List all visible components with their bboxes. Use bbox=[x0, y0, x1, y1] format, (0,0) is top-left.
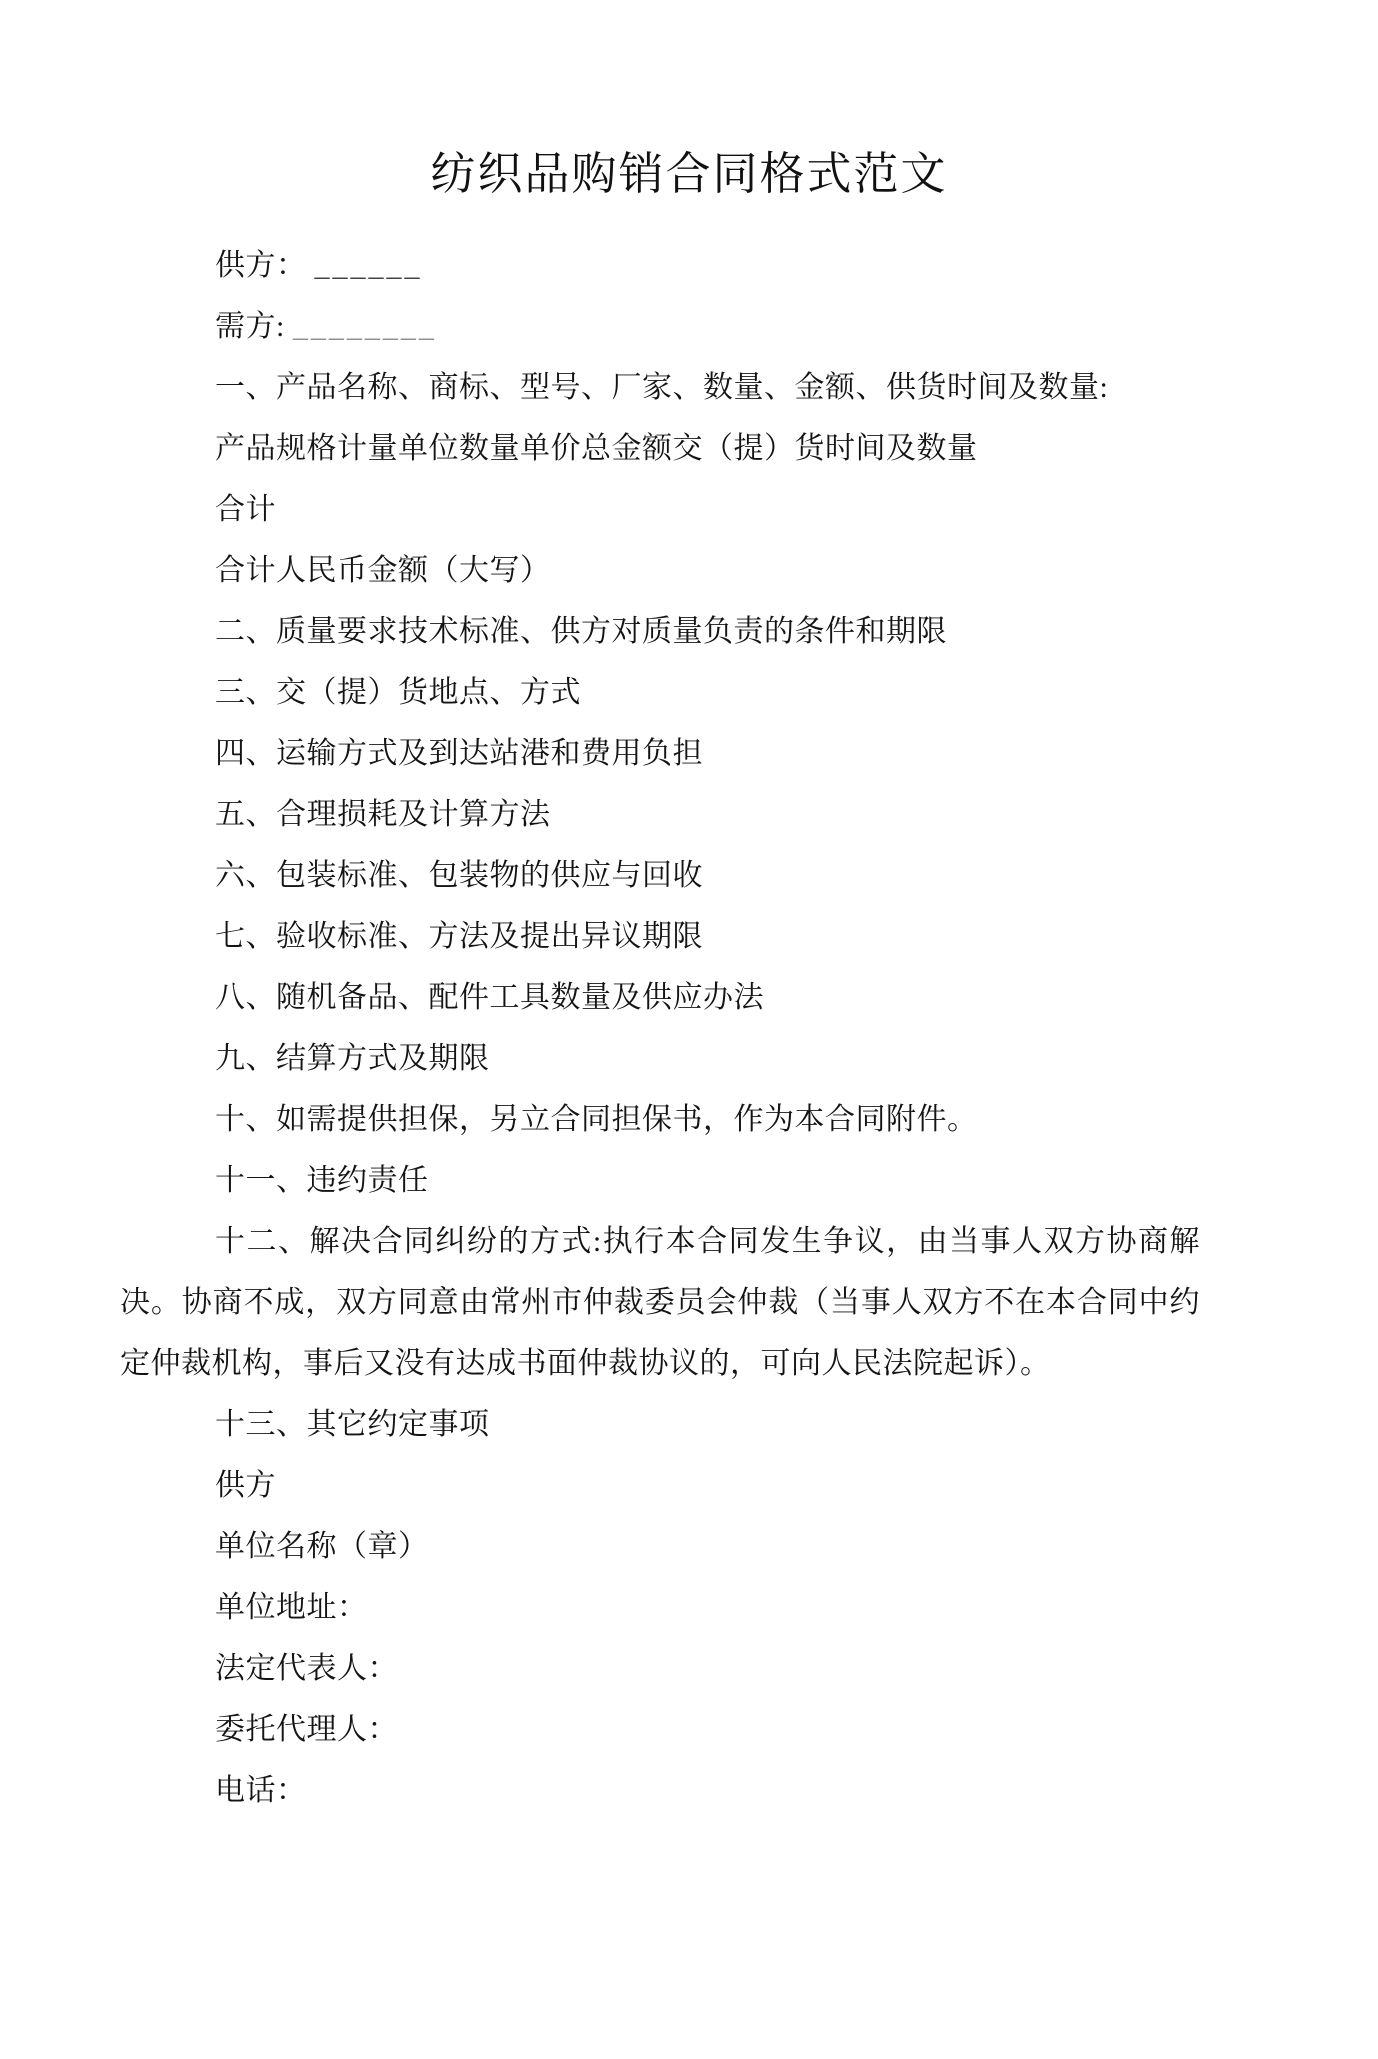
clause-12-disputes: 十二、解决合同纠纷的方式:执行本合同发生争议，由当事人双方协商解决。协商不成，双方同意由常州市仲裁委员会仲裁（当事人双方不在本合同中约定仲裁机构，事后又没有达成书面仲裁协议的，可向人民法院起诉）。 bbox=[120, 1225, 1200, 1380]
document-title: 纺织品购销合同格式范文 bbox=[430, 149, 948, 199]
supplier-blank: ______ bbox=[314, 249, 423, 282]
demander-blank: ________ bbox=[292, 310, 437, 343]
total-line: 合计 bbox=[215, 493, 276, 526]
clause-8-spare-parts: 八、随机备品、配件工具数量及供应办法 bbox=[215, 981, 764, 1014]
unit-name-seal-line: 单位名称（章） bbox=[215, 1530, 429, 1563]
clause-2-quality: 二、质量要求技术标准、供方对质量负责的条件和期限 bbox=[215, 615, 947, 648]
clause-13-other-items: 十三、其它约定事项 bbox=[215, 1408, 490, 1441]
total-amount-words-line: 合计人民币金额（大写） bbox=[215, 554, 551, 587]
clause-1-products: 一、产品名称、商标、型号、厂家、数量、金额、供货时间及数量: bbox=[215, 371, 1109, 404]
authorized-agent-line: 委托代理人： bbox=[215, 1713, 398, 1746]
clause-11-liability: 十一、违约责任 bbox=[215, 1164, 429, 1197]
clause-5-loss: 五、合理损耗及计算方法 bbox=[215, 798, 551, 831]
clause-3-delivery-place: 三、交（提）货地点、方式 bbox=[215, 676, 581, 709]
supplier-label: 供方： bbox=[215, 249, 315, 282]
product-spec-header-line: 产品规格计量单位数量单价总金额交（提）货时间及数量 bbox=[215, 432, 978, 465]
supplier-section-label: 供方 bbox=[215, 1469, 276, 1502]
demander-line bbox=[120, 296, 1200, 357]
clause-7-acceptance: 七、验收标准、方法及提出异议期限 bbox=[215, 920, 703, 953]
clause-10-guarantee: 十、如需提供担保，另立合同担保书，作为本合同附件。 bbox=[215, 1103, 978, 1136]
demander-label: 需方: bbox=[215, 310, 293, 343]
clause-6-packaging: 六、包装标准、包装物的供应与回收 bbox=[215, 859, 703, 892]
supplier-line bbox=[120, 235, 1200, 296]
phone-line: 电话： bbox=[215, 1774, 307, 1807]
clause-4-transport: 四、运输方式及到达站港和费用负担 bbox=[215, 737, 703, 770]
unit-address-line: 单位地址： bbox=[215, 1591, 368, 1624]
clause-9-settlement: 九、结算方式及期限 bbox=[215, 1042, 490, 1075]
legal-representative-line: 法定代表人： bbox=[215, 1652, 398, 1685]
